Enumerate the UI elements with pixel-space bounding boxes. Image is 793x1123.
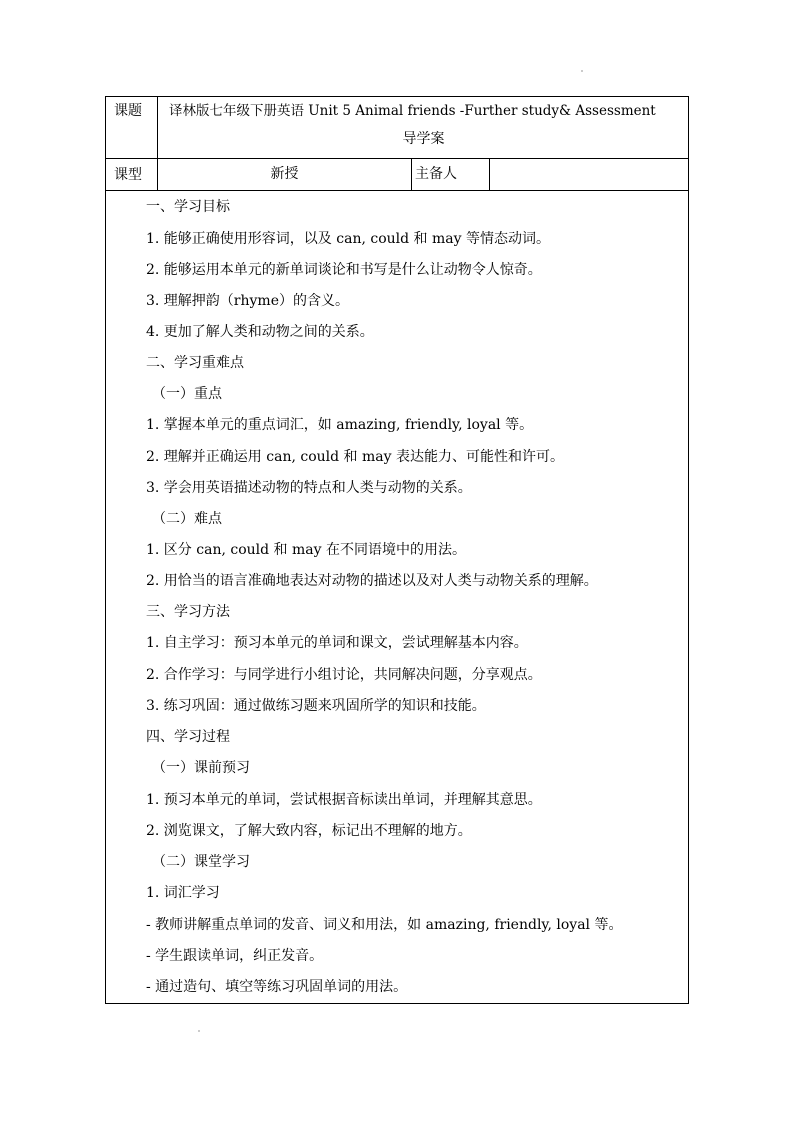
content-line: 1. 区分 can, could 和 may 在不同语境中的用法。 bbox=[146, 542, 466, 558]
subsection-heading: （一）课前预习 bbox=[152, 760, 250, 776]
content-line: 1. 自主学习：预习本单元的单词和课文，尝试理解基本内容。 bbox=[146, 635, 528, 651]
content-line: - 通过造句、填空等练习巩固单词的用法。 bbox=[146, 979, 408, 995]
content-line: 2. 合作学习：与同学进行小组讨论，共同解决问题，分享观点。 bbox=[146, 667, 542, 683]
content-line: 1. 能够正确使用形容词，以及 can, could 和 may 等情态动词。 bbox=[146, 231, 550, 247]
content-line: 3. 练习巩固：通过做练习题来巩固所学的知识和技能。 bbox=[146, 698, 486, 714]
section-heading-process: 四、学习过程 bbox=[146, 729, 230, 745]
col-divider-type bbox=[411, 158, 412, 190]
scan-speck bbox=[581, 70, 583, 72]
type-label: 课型 bbox=[114, 167, 142, 183]
content-line: - 教师讲解重点单词的发音、词义和用法，如 amazing, friendly, loyal 等。 bbox=[146, 917, 623, 933]
type-value: 新授 bbox=[270, 166, 299, 182]
section-heading-methods: 三、学习方法 bbox=[146, 604, 230, 620]
subsection-heading: （二）难点 bbox=[152, 511, 222, 527]
row-divider-2 bbox=[106, 190, 688, 191]
content-line: 2. 理解并正确运用 can, could 和 may 表达能力、可能性和许可。 bbox=[146, 449, 564, 465]
content-line: 1. 预习本单元的单词，尝试根据音标读出单词，并理解其意思。 bbox=[146, 792, 542, 808]
content-line: - 学生跟读单词，纠正发音。 bbox=[146, 948, 324, 964]
content-line: 2. 用恰当的语言准确地表达对动物的描述以及对人类与动物关系的理解。 bbox=[146, 573, 598, 589]
content-line: 3. 理解押韵（rhyme）的含义。 bbox=[146, 293, 349, 309]
col-divider-preparer bbox=[489, 158, 490, 190]
content-line: 1. 掌握本单元的重点词汇，如 amazing, friendly, loyal 等。 bbox=[146, 417, 534, 433]
topic-label: 课题 bbox=[114, 103, 142, 119]
section-heading-objectives: 一、学习目标 bbox=[146, 199, 230, 215]
topic-title-line2: 导学案 bbox=[402, 131, 445, 147]
content-line: 2. 能够运用本单元的新单词谈论和书写是什么让动物令人惊奇。 bbox=[146, 262, 542, 278]
content-line: 3. 学会用英语描述动物的特点和人类与动物的关系。 bbox=[146, 480, 472, 496]
content-line: 1. 词汇学习 bbox=[146, 885, 220, 901]
row-divider-1 bbox=[106, 158, 688, 159]
content-line: 2. 浏览课文，了解大致内容，标记出不理解的地方。 bbox=[146, 823, 472, 839]
subsection-heading: （一）重点 bbox=[152, 386, 222, 402]
preparer-label: 主备人 bbox=[415, 166, 457, 182]
subsection-heading: （二）课堂学习 bbox=[152, 854, 250, 870]
topic-title-line1: 译林版七年级下册英语 Unit 5 Animal friends -Further study& Assessment bbox=[169, 103, 656, 119]
content-line: 4. 更加了解人类和动物之间的关系。 bbox=[146, 324, 374, 340]
scan-speck bbox=[198, 1030, 200, 1032]
section-heading-key-points: 二、学习重难点 bbox=[146, 355, 244, 371]
lesson-plan-table bbox=[105, 96, 689, 1004]
